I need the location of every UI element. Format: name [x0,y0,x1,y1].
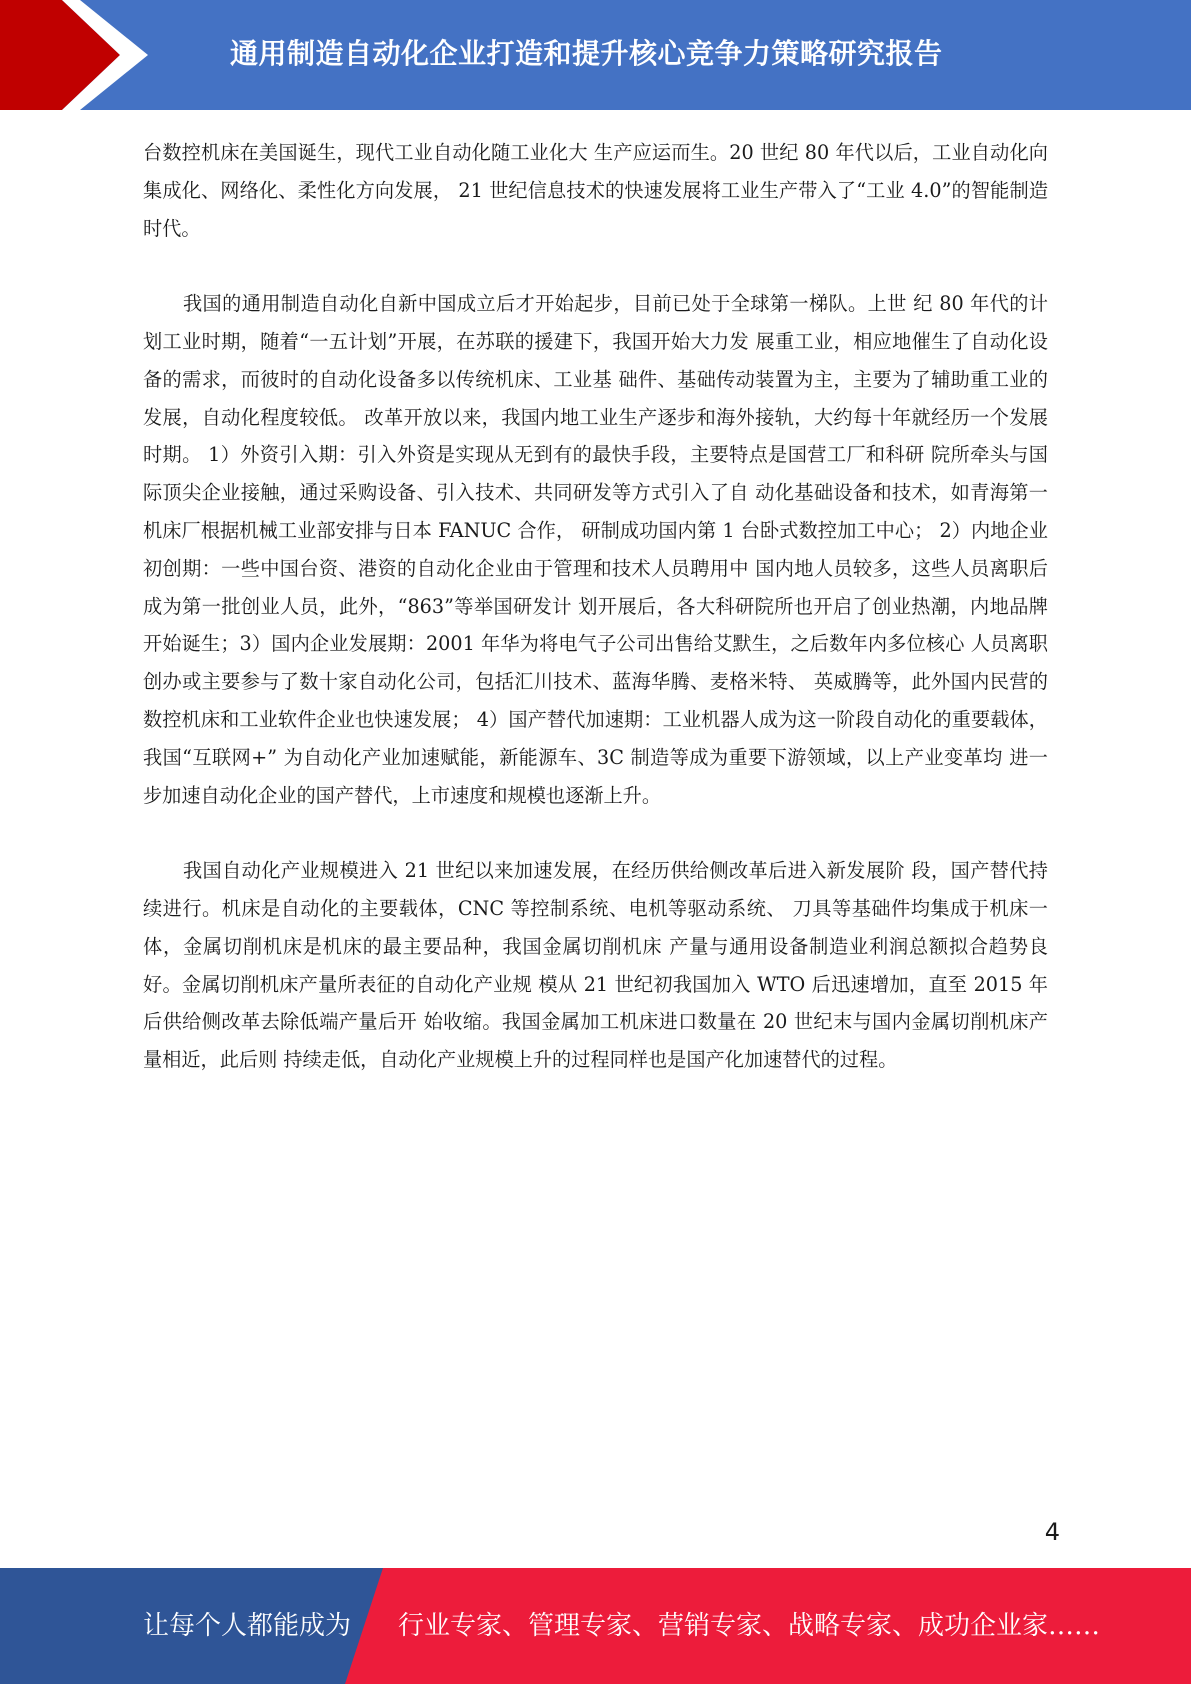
body-content [143,134,1048,1117]
page-header [0,0,1191,110]
document-title: 通用制造自动化企业打造和提升核心竞争力策略研究报告 [230,37,943,70]
page-footer [0,1568,1191,1684]
paragraph-continuation: 台数控机床在美国诞生，现代工业自动化随工业化大 生产应运而生。20 世纪 80 年代以后，工业自动化向集成化、网络化、柔性化方向发展， 21 世纪信息技术的快速发展将工业生产带入了“工业 4.0”的智能制造时代。 [143,141,1049,240]
footer-slogan-right: 行业专家、管理专家、营销专家、战略专家、成功企业家…… [398,1611,1101,1641]
page-number: 4 [1044,1518,1060,1546]
footer-slogan-left: 让每个人都能成为 [143,1611,352,1641]
paragraph-industry-scale: 我国自动化产业规模进入 21 世纪以来加速发展，在经历供给侧改革后进入新发展阶 段，国产替代持续进行。机床是自动化的主要载体，CNC 等控制系统、电机等驱动系统、 刀具等基础件均集成于机床一体，金属切削机床是机床的最主要品种，我国金属切削机床 产量与通用设备制造业利润总额拟合趋势良好。金属切削机床产量所表征的自动化产业规 模从 21 世纪初我国加入 WTO 后迅速增加，直至 2015 年后供给侧改革去除低端产量后开 始收缩。我国金属加工机床进口数量在 20 世纪末与国内金属切削机床产量相近，此后则 持续走低，自动化产业规模上升的过程同样也是国产化加速替代的过程。 [143,859,1048,1072]
paragraph-history: 我国的通用制造自动化自新中国成立后才开始起步，目前已处于全球第一梯队。上世 纪 80 年代的计划工业时期，随着“一五计划”开展，在苏联的援建下，我国开始大力发 展重工业，相应地催生了自动化设备的需求，而彼时的自动化设备多以传统机床、工业基 础件、基础传动装置为主，主要为了辅助重工业的发展，自动化程度较低。 改革开放以来，我国内地工业生产逐步和海外接轨，大约每十年就经历一个发展时期。 1）外资引入期：引入外资是实现从无到有的最快手段，主要特点是国营工厂和科研 院所牵头与国际顶尖企业接触，通过采购设备、引入技术、共同研发等方式引入了自 动化基础设备和技术，如青海第一机床厂根据机械工业部安排与日本 FANUC 合作， 研制成功国内第 1 台卧式数控加工中心； 2）内地企业初创期：一些中国台资、港资的自动化企业由于管理和技术人员聘用中 国内地人员较多，这些人员离职后成为第一批创业人员，此外，“863”等举国研发计 划开展后，各大科研院所也开启了创业热潮，内地品牌开始诞生；3）国内企业发展期：2001 年华为将电气子公司出售给艾默生，之后数年内多位核心 人员离职创办或主要参与了数十家自动化公司，包括汇川技术、蓝海华腾、麦格米特、 英威腾等，此外国内民营的数控机床和工业软件企业也快速发展； 4）国产替代加速期：工业机器人成为这一阶段自动化的重要载体，我国“互联网+” 为自动化产业加速赋能，新能源车、3C 制造等成为重要下游领域，以上产业变革均 进一步加速自动化企业的国产替代，上市速度和规模也逐渐上升。 [143,292,1048,807]
chevron-arrow-icon [0,0,160,110]
